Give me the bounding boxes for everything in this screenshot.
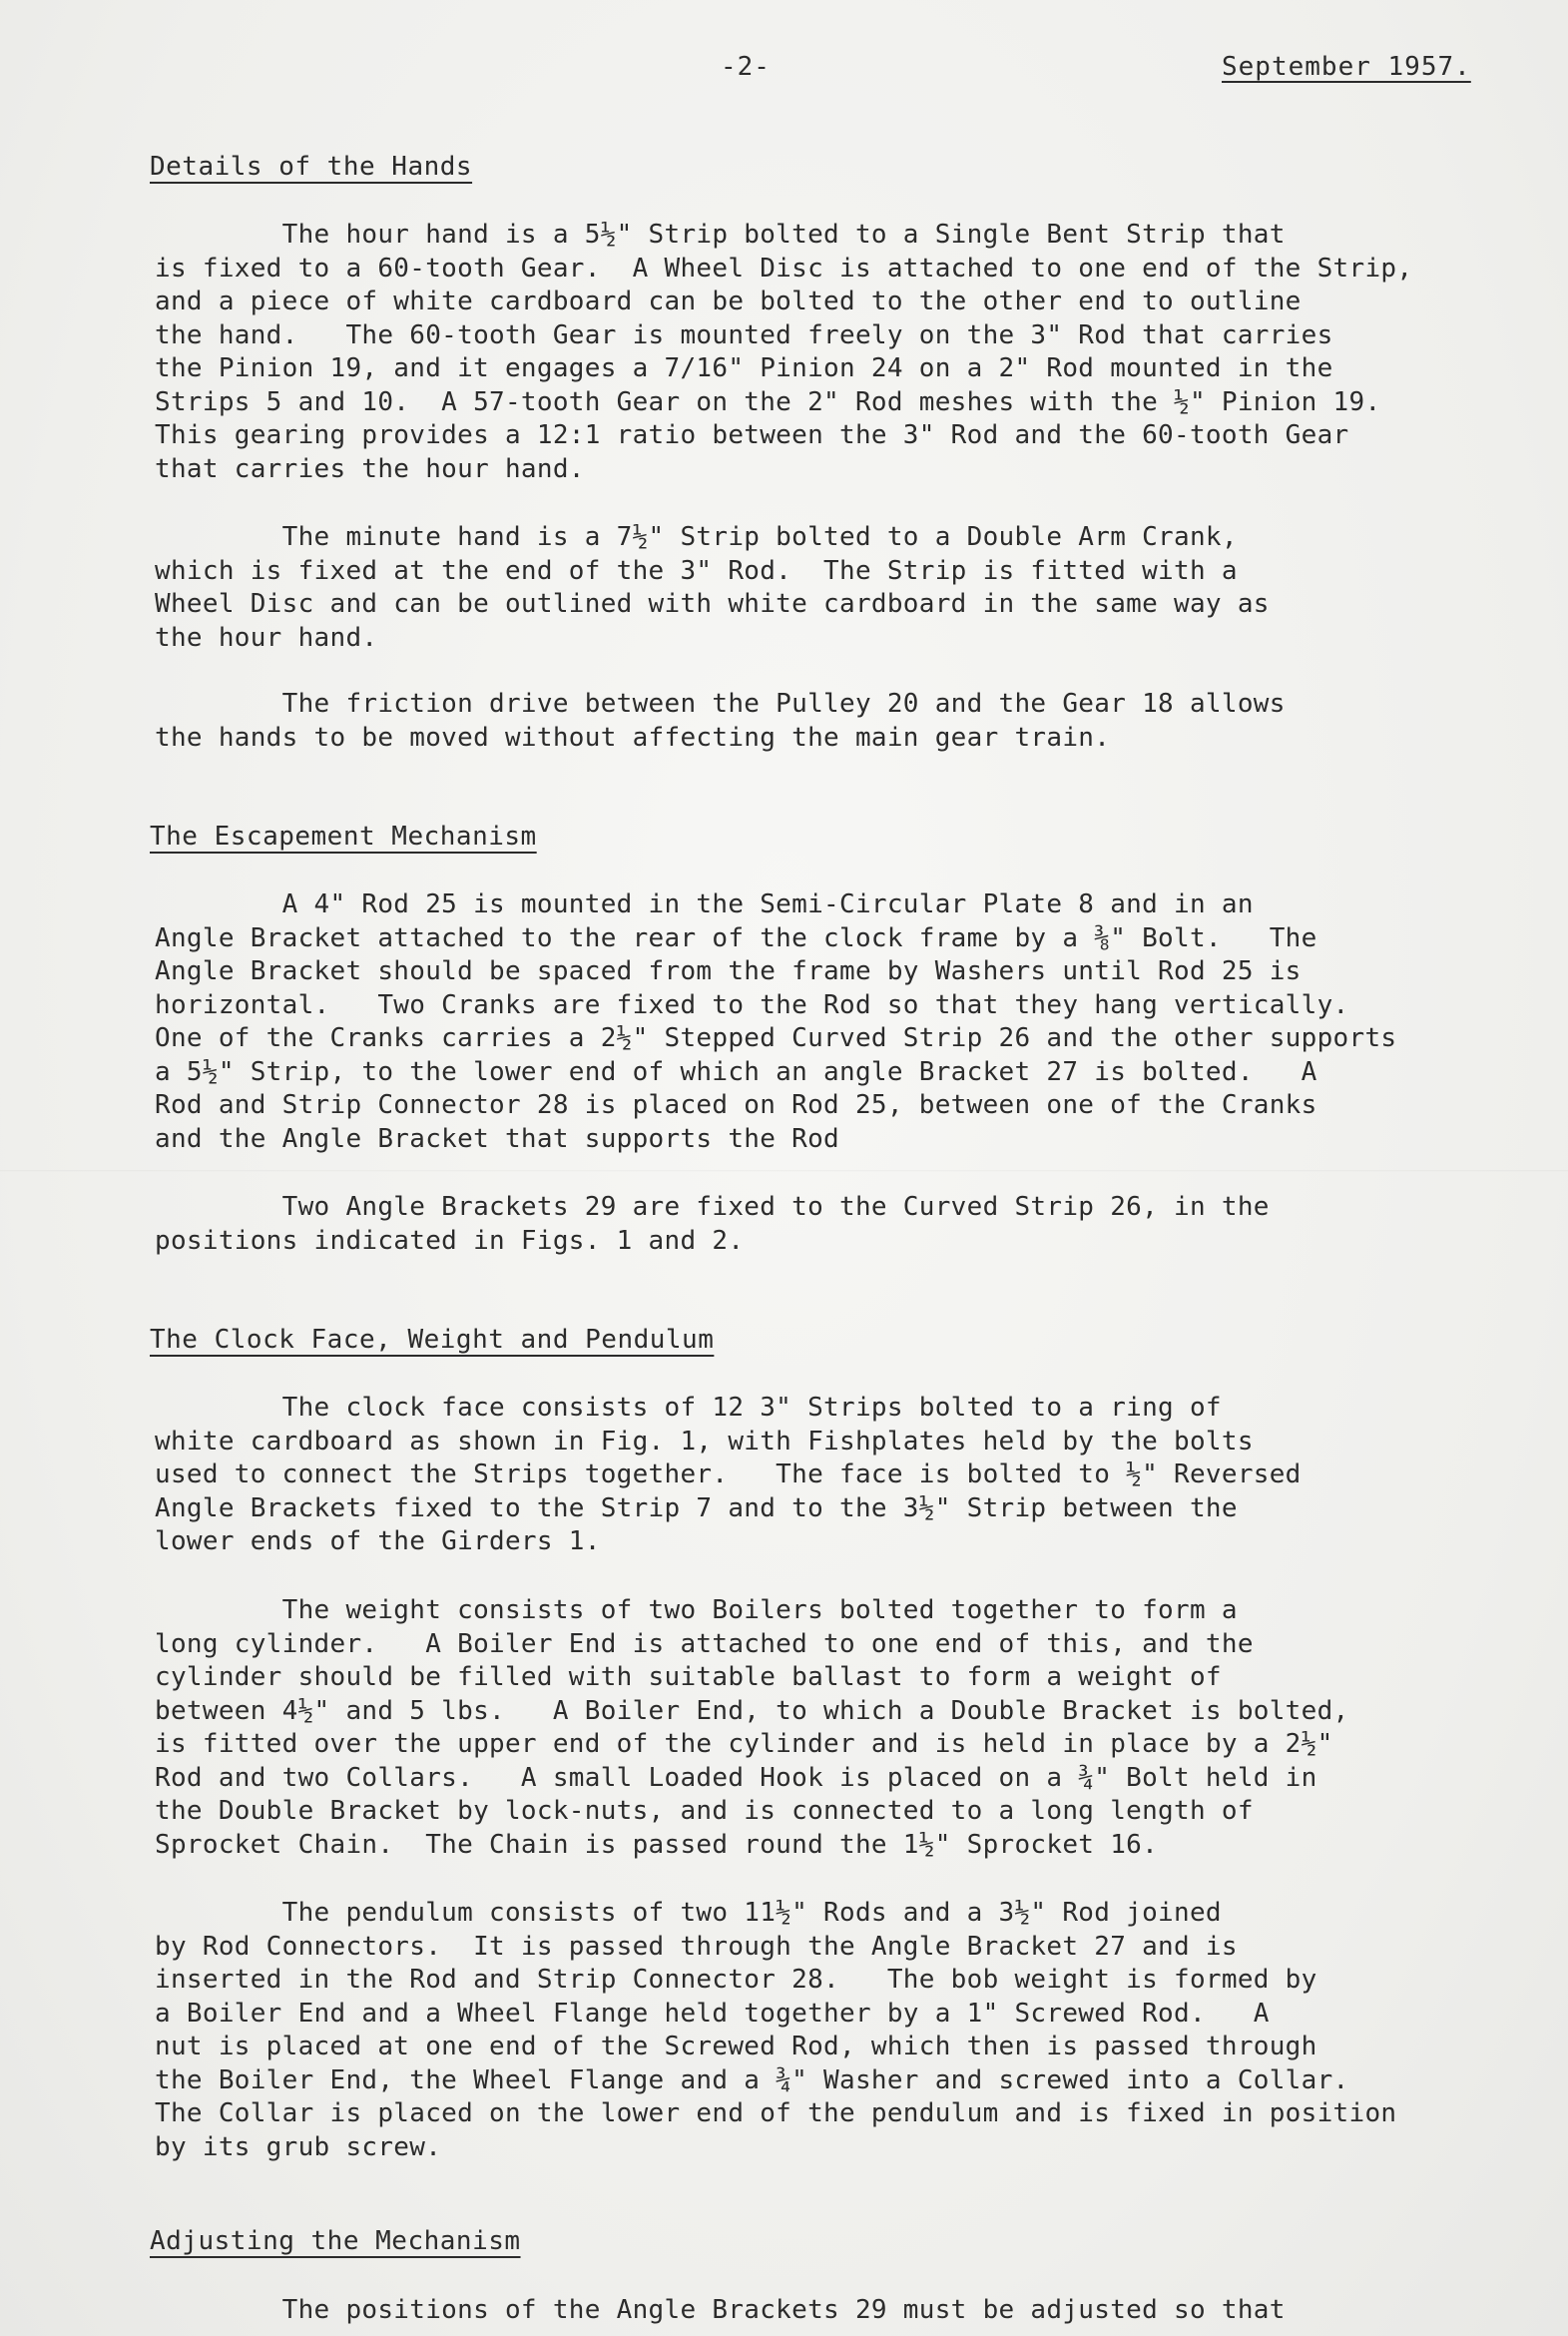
- text-line: This gearing provides a 12:1 ratio between the 3" Rod and the 60-tooth Gear: [155, 420, 1349, 450]
- text-line: The clock face consists of 12 3" Strips bolted to a ring of: [155, 1393, 1222, 1423]
- paragraph-angle-brackets: [155, 1191, 1472, 1258]
- text-line: the Pinion 19, and it engages a 7/16" Pinion 24 on a 2" Rod mounted in the: [155, 353, 1333, 383]
- text-line: a 5½" Strip, to the lower end of which an angle Bracket 27 is bolted. A: [155, 1056, 1317, 1087]
- text-line: Angle Bracket attached to the rear of the clock frame by a ⅜" Bolt. The: [155, 922, 1317, 953]
- paragraph-weight: [155, 1594, 1472, 1862]
- text-line: Angle Bracket should be spaced from the frame by Washers until Rod 25 is: [155, 956, 1302, 986]
- document-date: September 1957.: [1222, 52, 1471, 82]
- paragraph-minute-hand: [155, 521, 1472, 655]
- paragraph-hour-hand: [155, 219, 1472, 486]
- paragraph-clock-face: [155, 1392, 1472, 1559]
- paragraph-adjusting: [155, 2294, 1472, 2328]
- text-line: positions indicated in Figs. 1 and 2.: [155, 1225, 745, 1256]
- text-line: by its grub screw.: [155, 2131, 442, 2162]
- text-line: The friction drive between the Pulley 20 and the Gear 18 allows: [155, 689, 1286, 719]
- text-line: inserted in the Rod and Strip Connector 28. The bob weight is formed by: [155, 1965, 1317, 1995]
- text-line: horizontal. Two Cranks are fixed to the Rod so that they hang vertically.: [155, 989, 1349, 1020]
- page-number: -2-: [721, 52, 771, 82]
- text-line: Strips 5 and 10. A 57-tooth Gear on the 2" Rod meshes with the ½" Pinion 19.: [155, 386, 1381, 417]
- text-line: by Rod Connectors. It is passed through the Angle Bracket 27 and is: [155, 1931, 1238, 1962]
- text-line: Rod and Strip Connector 28 is placed on Rod 25, between one of the Cranks: [155, 1090, 1317, 1120]
- text-line: is fitted over the upper end of the cylinder and is held in place by a 2½": [155, 1729, 1333, 1759]
- text-line: The minute hand is a 7½" Strip bolted to a Double Arm Crank,: [155, 522, 1238, 552]
- text-line: A 4" Rod 25 is mounted in the Semi-Circular Plate 8 and in an: [155, 889, 1254, 919]
- text-line: white cardboard as shown in Fig. 1, with Fishplates held by the bolts: [155, 1426, 1254, 1457]
- text-line: that carries the hour hand.: [155, 453, 585, 484]
- text-line: The hour hand is a 5½" Strip bolted to a Single Bent Strip that: [155, 220, 1286, 250]
- text-line: Rod and two Collars. A small Loaded Hook is placed on a ¾" Bolt held in: [155, 1762, 1317, 1793]
- text-line: Angle Brackets fixed to the Strip 7 and to the 3½" Strip between the: [155, 1492, 1238, 1523]
- text-line: and a piece of white cardboard can be bolted to the other end to outline: [155, 287, 1302, 316]
- text-line: the hands to be moved without affecting the main gear train.: [155, 722, 1111, 753]
- text-line: Wheel Disc and can be outlined with white cardboard in the same way as: [155, 589, 1270, 619]
- text-line: Sprocket Chain. The Chain is passed round the 1½" Sprocket 16.: [155, 1829, 1159, 1860]
- text-line: between 4½" and 5 lbs. A Boiler End, to which a Double Bracket is bolted,: [155, 1695, 1349, 1726]
- text-line: used to connect the Strips together. The face is bolted to ½" Reversed: [155, 1460, 1302, 1489]
- text-line: Two Angle Brackets 29 are fixed to the Curved Strip 26, in the: [155, 1192, 1270, 1222]
- text-line: lower ends of the Girders 1.: [155, 1526, 601, 1556]
- text-line: long cylinder. A Boiler End is attached to one end of this, and the: [155, 1628, 1254, 1659]
- paragraph-pendulum: [155, 1897, 1472, 2164]
- text-line: the Boiler End, the Wheel Flange and a ¾" Washer and screwed into a Collar.: [155, 2064, 1349, 2095]
- section-heading-adjusting: Adjusting the Mechanism: [150, 2226, 521, 2256]
- paper-fold: [0, 1170, 1568, 1172]
- text-line: nut is placed at one end of the Screwed Rod, which then is passed through: [155, 2032, 1317, 2061]
- text-line: a Boiler End and a Wheel Flange held together by a 1" Screwed Rod. A: [155, 1998, 1270, 2029]
- section-heading-clock-face: The Clock Face, Weight and Pendulum: [150, 1325, 715, 1355]
- text-line: The positions of the Angle Brackets 29 must be adjusted so that: [155, 2295, 1286, 2325]
- text-line: which is fixed at the end of the 3" Rod. The Strip is fitted with a: [155, 555, 1238, 586]
- text-line: the Double Bracket by lock-nuts, and is connected to a long length of: [155, 1796, 1254, 1826]
- text-line: One of the Cranks carries a 2½" Stepped Curved Strip 26 and the other supports: [155, 1023, 1397, 1053]
- text-line: the hour hand.: [155, 622, 378, 653]
- paragraph-friction-drive: [155, 688, 1472, 755]
- section-heading-hands: Details of the Hands: [150, 152, 473, 182]
- text-line: is fixed to a 60-tooth Gear. A Wheel Disc is attached to one end of the Strip,: [155, 253, 1413, 284]
- text-line: and the Angle Bracket that supports the Rod: [155, 1123, 839, 1154]
- text-line: cylinder should be filled with suitable ballast to form a weight of: [155, 1662, 1222, 1692]
- text-line: The pendulum consists of two 11½" Rods and a 3½" Rod joined: [155, 1898, 1222, 1928]
- text-line: the hand. The 60-tooth Gear is mounted freely on the 3" Rod that carries: [155, 319, 1333, 350]
- text-line: The Collar is placed on the lower end of the pendulum and is fixed in position: [155, 2098, 1397, 2128]
- text-line: The weight consists of two Boilers bolted together to form a: [155, 1595, 1238, 1625]
- section-heading-escapement: The Escapement Mechanism: [150, 822, 537, 852]
- paragraph-escapement-rod: [155, 888, 1472, 1156]
